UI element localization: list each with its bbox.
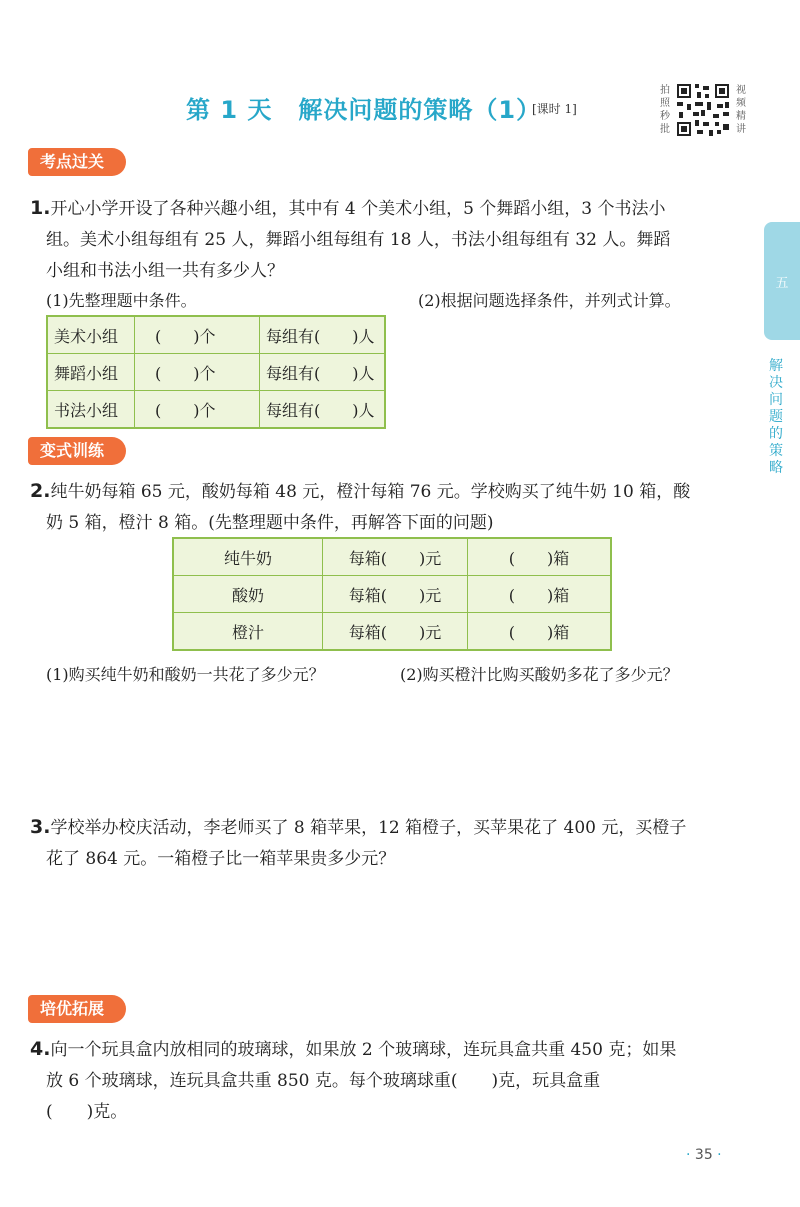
q1-sub-question-1: (1)先整理题中条件。 (46, 291, 197, 310)
chapter-label: 解决问题的策略 (769, 358, 783, 476)
question-1 (30, 193, 670, 287)
table-cell: 酸奶 (173, 576, 323, 613)
answer-blank[interactable]: ( )个 (135, 354, 260, 391)
q1-line-3: 小组和书法小组一共有多少人？ (46, 261, 284, 281)
section-badge-peiyou: 培优拓展 (28, 995, 126, 1023)
question-4 (30, 1034, 676, 1128)
q2-line-2: 奶 5 箱，橙汁 8 箱。(先整理题中条件，再解答下面的问题) (46, 513, 494, 533)
qr-right-label: 视频精讲 (736, 85, 746, 135)
table-cell: 书法小组 (47, 391, 135, 429)
q2-condition-table (172, 537, 612, 651)
question-number: 2. (30, 480, 51, 502)
answer-blank[interactable]: ( )个 (135, 316, 260, 354)
q1-line-1: 开心小学开设了各种兴趣小组，其中有 4 个美术小组，5 个舞蹈小组，3 个书法小 (50, 199, 666, 219)
table-cell: 橙汁 (173, 613, 323, 651)
question-number: 1. (30, 197, 51, 219)
q1-condition-table (46, 315, 386, 429)
answer-blank[interactable]: 每组有( )人 (260, 354, 386, 391)
answer-blank[interactable]: ( )个 (135, 391, 260, 429)
answer-blank[interactable]: 每组有( )人 (260, 391, 386, 429)
question-number: 3. (30, 816, 51, 838)
q3-line-1: 学校举办校庆活动，李老师买了 8 箱苹果，12 箱橙子，买苹果花了 400 元，买橙子 (50, 818, 687, 838)
q1-sub-question-2: (2)根据问题选择条件，并列式计算。 (418, 291, 681, 310)
table-row (173, 613, 611, 651)
answer-blank[interactable]: 每箱( )元 (323, 613, 468, 651)
table-row (173, 576, 611, 613)
section-badge-bianshi: 变式训练 (28, 437, 126, 465)
q3-line-2: 花了 864 元。一箱橙子比一箱苹果贵多少元？ (46, 849, 396, 869)
unit-tab[interactable] (764, 222, 800, 340)
question-3 (30, 812, 686, 875)
answer-blank[interactable]: 每箱( )元 (323, 538, 468, 576)
q4-line-1: 向一个玩具盒内放相同的玻璃球，如果放 2 个玻璃球，连玩具盒共重 450 克；如果 (50, 1040, 677, 1060)
lesson-tag: [课时 1] (532, 102, 577, 116)
page-title (186, 90, 541, 125)
title-day: 第 1 天 (186, 96, 273, 124)
answer-blank[interactable]: 每组有( )人 (260, 316, 386, 354)
answer-blank[interactable]: ( )箱 (468, 576, 612, 613)
page-number: · 35 · (686, 1147, 722, 1163)
title-main: 解决问题的策略（1） (298, 96, 542, 124)
section-badge-kaodian: 考点过关 (28, 148, 126, 176)
page-number-value: 35 (694, 1147, 713, 1163)
q2-sub-question-2: (2)购买橙汁比购买酸奶多花了多少元？ (400, 665, 679, 684)
q2-line-1: 纯牛奶每箱 65 元，酸奶每箱 48 元，橙汁每箱 76 元。学校购买了纯牛奶 10 箱，酸 (50, 482, 691, 502)
table-row (173, 538, 611, 576)
table-cell: 舞蹈小组 (47, 354, 135, 391)
table-cell: 纯牛奶 (173, 538, 323, 576)
unit-label: 五 (775, 276, 789, 291)
table-row (47, 354, 385, 391)
answer-blank[interactable]: 每箱( )元 (323, 576, 468, 613)
q1-line-2: 组。美术小组每组有 25 人，舞蹈小组每组有 18 人，书法小组每组有 32 人。舞蹈 (46, 230, 671, 250)
q4-line-2: 放 6 个玻璃球，连玩具盒共重 850 克。每个玻璃球重( )克，玩具盒重 (46, 1071, 601, 1091)
answer-blank[interactable]: ( )箱 (468, 613, 612, 651)
qr-code-icon[interactable] (675, 82, 731, 138)
q2-sub-question-1: (1)购买纯牛奶和酸奶一共花了多少元？ (46, 665, 325, 684)
table-row (47, 391, 385, 429)
question-number: 4. (30, 1038, 51, 1060)
answer-blank[interactable]: ( )箱 (468, 538, 612, 576)
question-2 (30, 476, 690, 539)
table-cell: 美术小组 (47, 316, 135, 354)
q4-line-3: ( )克。 (46, 1102, 128, 1122)
qr-left-label: 拍照秒批 (660, 85, 670, 135)
table-row (47, 316, 385, 354)
